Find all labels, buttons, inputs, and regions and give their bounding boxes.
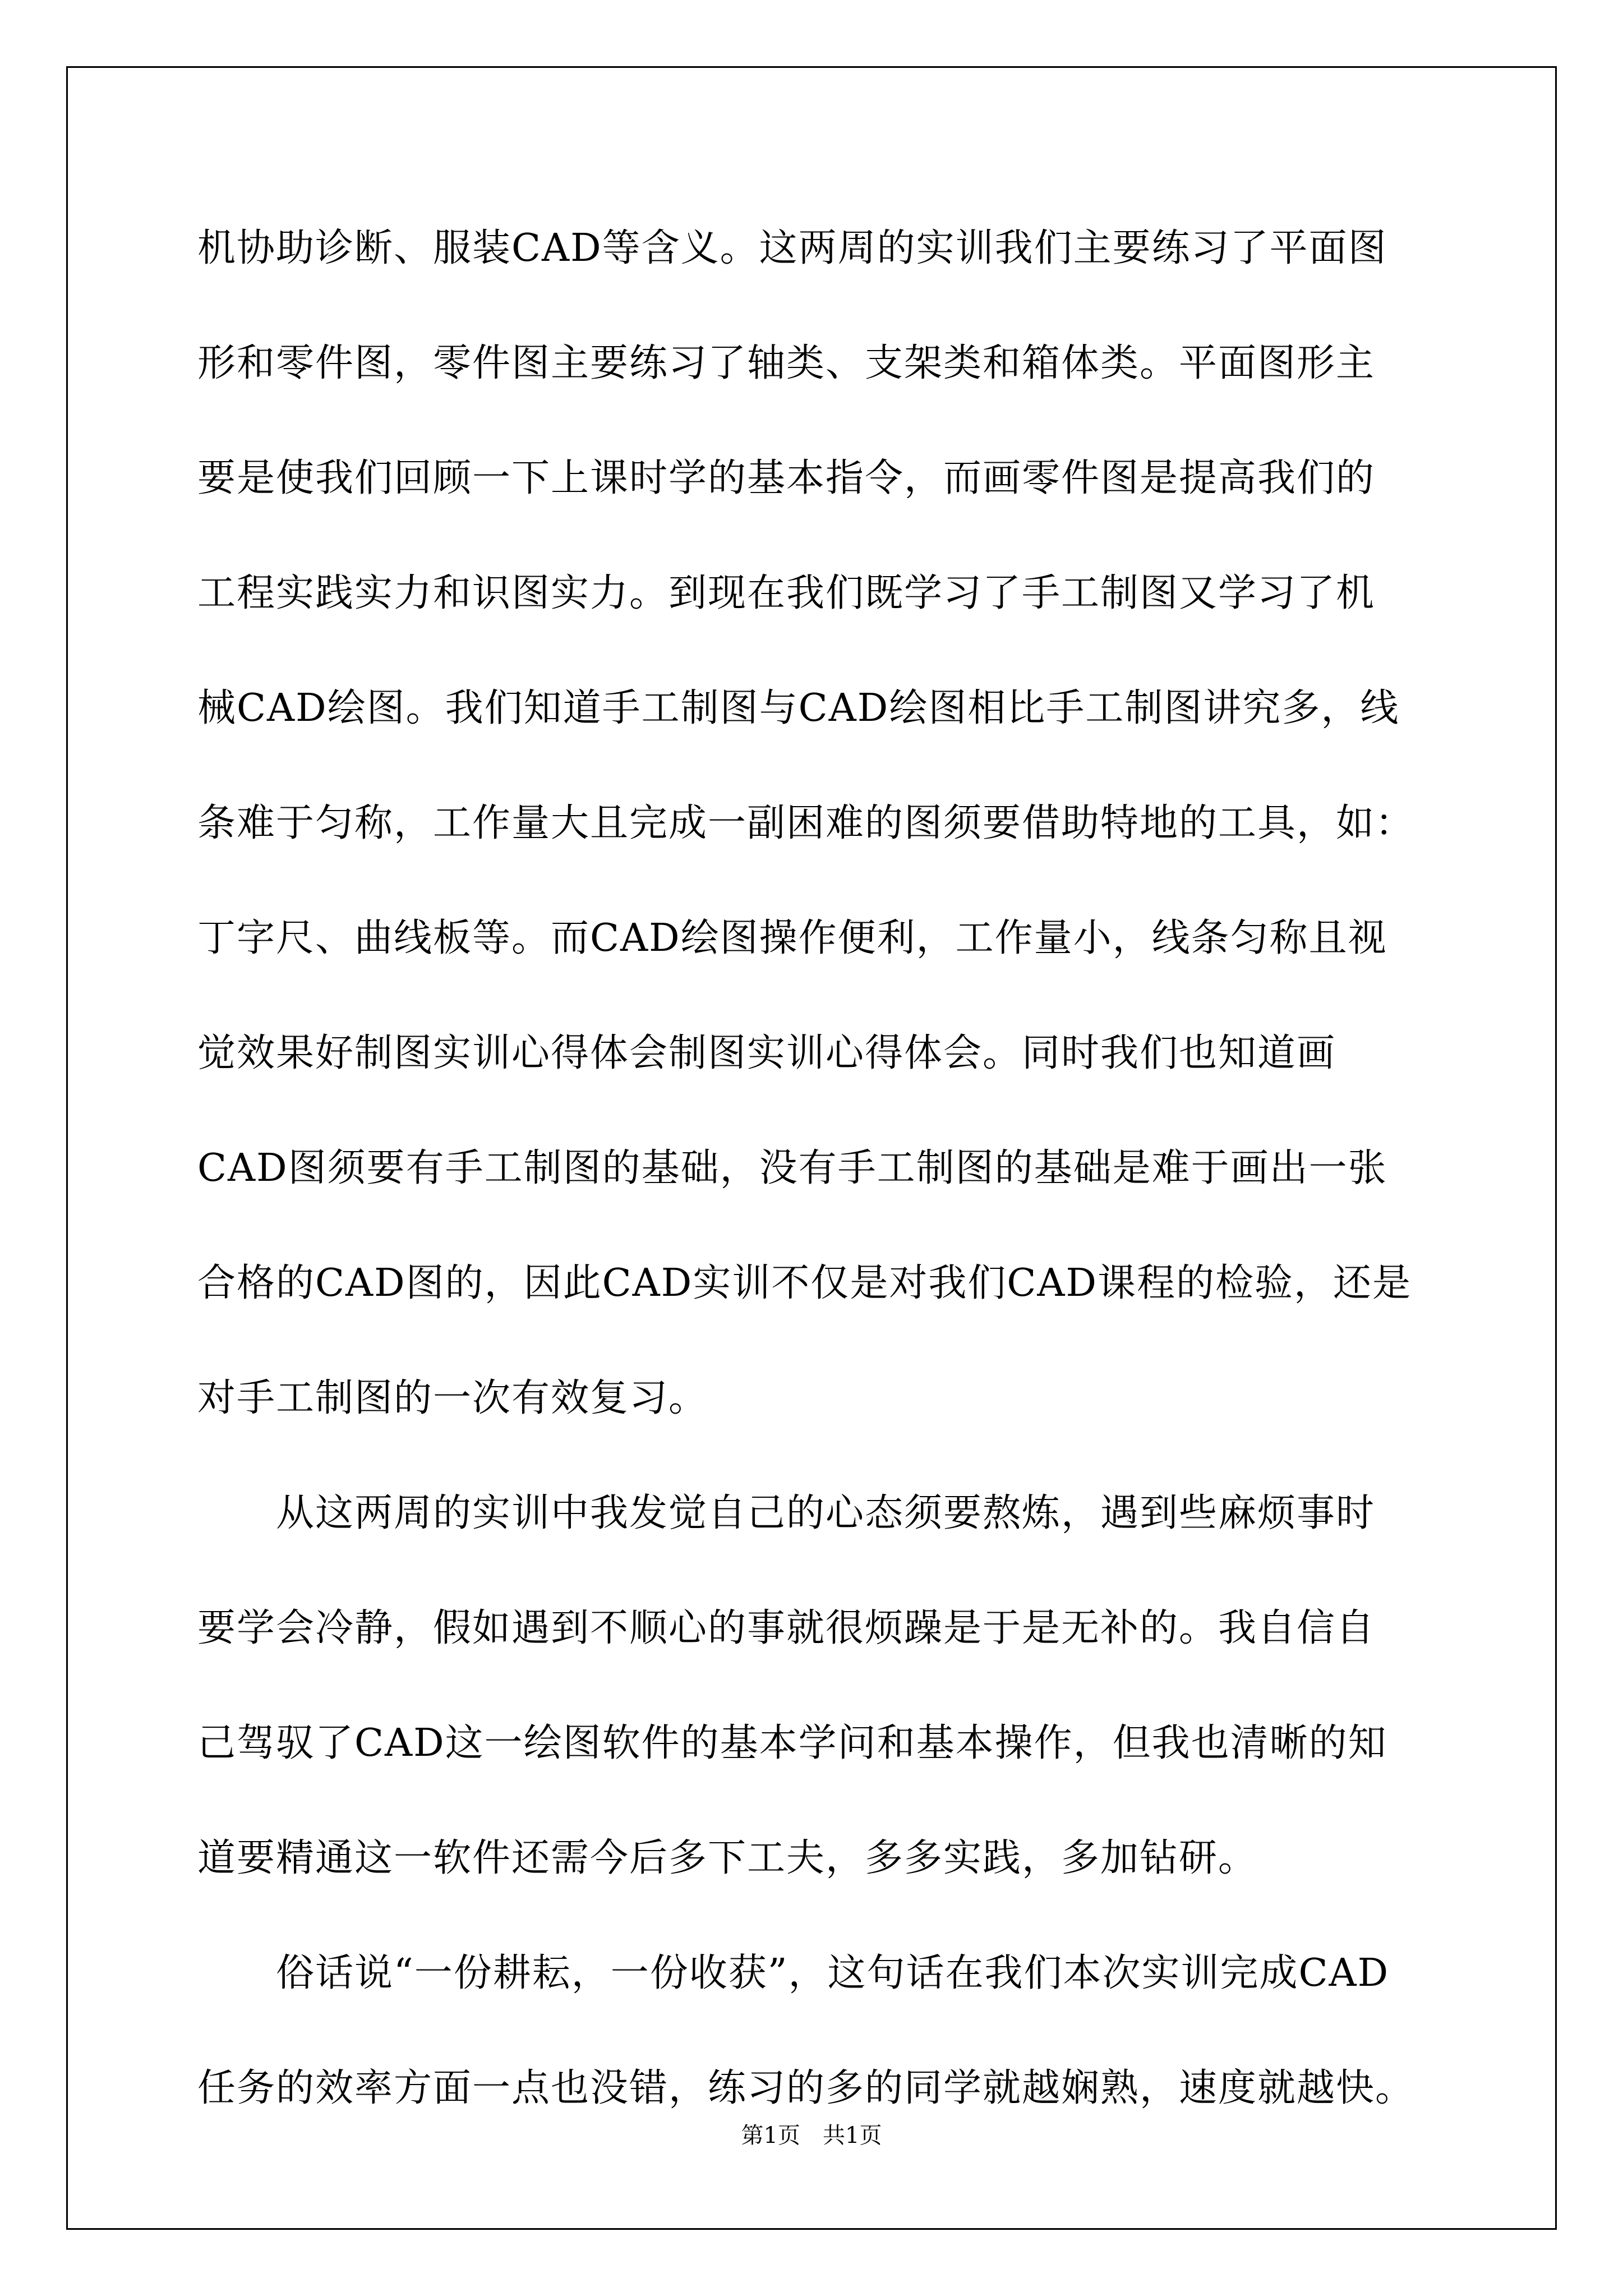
text-line: 从这两周的实训中我发觉自己的心态须要熬炼，遇到些麻烦事时: [197, 1491, 1376, 1535]
text-line: 条难于匀称，工作量大且完成一副困难的图须要借助特地的工具，如：: [197, 801, 1415, 845]
text-line: 要学会冷静，假如遇到不顺心的事就很烦躁是于是无补的。我自信自: [197, 1606, 1376, 1650]
text-line: 械CAD绘图。我们知道手工制图与CAD绘图相比手工制图讲究多，线: [197, 686, 1400, 730]
text-line: 要是使我们回顾一下上课时学的基本指令，而画零件图是提高我们的: [197, 456, 1376, 500]
text-line: 合格的CAD图的，因此CAD实训不仅是对我们CAD课程的检验，还是: [197, 1261, 1412, 1305]
text-line: 任务的效率方面一点也没错，练习的多的同学就越娴熟，速度就越快。: [197, 2066, 1415, 2110]
text-line: 道要精通这一软件还需今后多下工夫，多多实践，多加钻研。: [197, 1836, 1258, 1880]
page-footer: 第1页 共1页: [741, 2123, 882, 2148]
text-line: 机协助诊断、服装CAD等含义。这两周的实训我们主要练习了平面图: [197, 226, 1387, 270]
text-line: 丁字尺、曲线板等。而CAD绘图操作便利，工作量小，线条匀称且视: [197, 916, 1387, 960]
document-body: [197, 191, 1431, 2146]
text-line: 觉效果好制图实训心得体会制图实训心得体会。同时我们也知道画: [197, 1031, 1336, 1075]
text-line: CAD图须要有手工制图的基础，没有手工制图的基础是难于画出一张: [197, 1146, 1387, 1190]
text-line: 俗话说“一份耕耘，一份收获”，这句话在我们本次实训完成CAD: [197, 1951, 1390, 1995]
text-line: 形和零件图，零件图主要练习了轴类、支架类和箱体类。平面图形主: [197, 341, 1376, 385]
text-line: 工程实践实力和识图实力。到现在我们既学习了手工制图又学习了机: [197, 571, 1376, 615]
text-line: 己驾驭了CAD这一绘图软件的基本学问和基本操作，但我也清晰的知: [197, 1721, 1387, 1765]
text-line: 对手工制图的一次有效复习。: [197, 1376, 708, 1420]
